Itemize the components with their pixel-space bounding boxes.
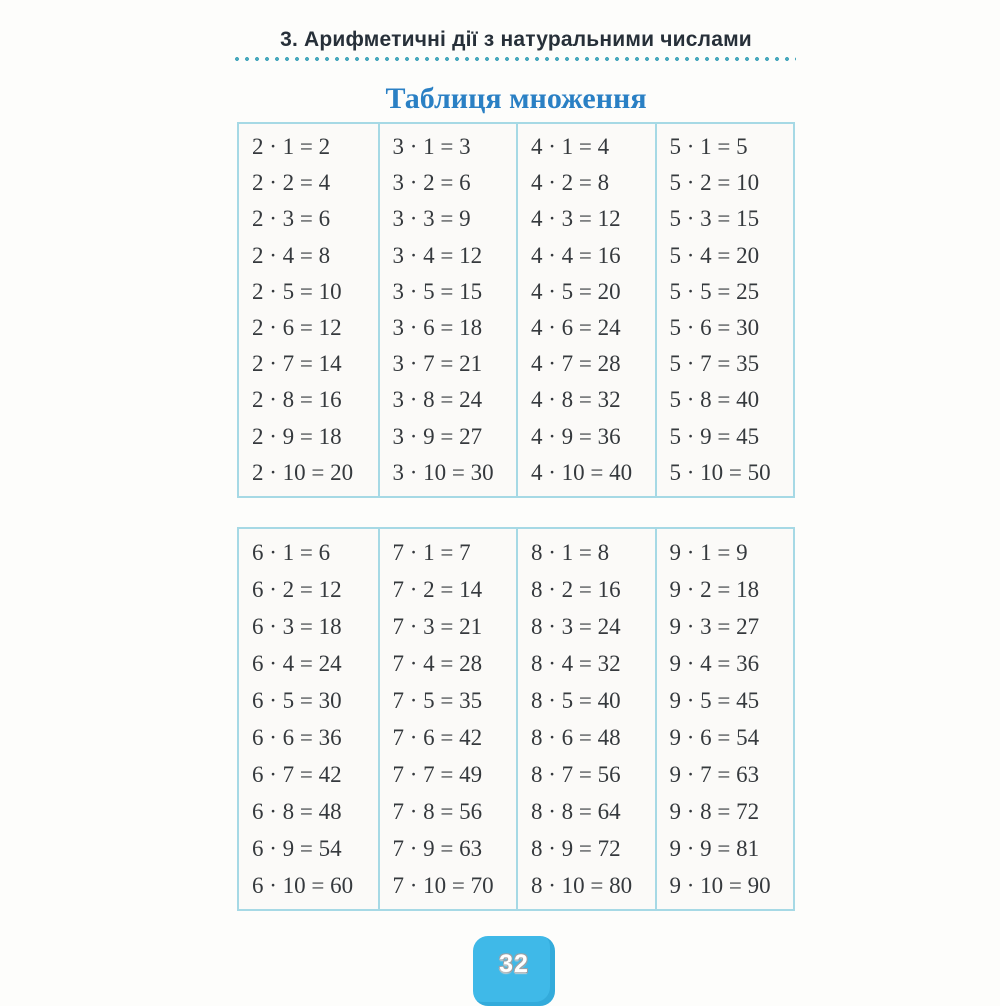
multiplication-column-5 <box>655 124 794 496</box>
equation: 8 · 6 = 48 <box>531 724 621 750</box>
page-title: Таблиця множення <box>385 82 647 115</box>
equation: 2 · 4 = 8 <box>252 242 331 268</box>
equation: 3 · 6 = 18 <box>392 315 483 341</box>
equation: 9 · 4 = 36 <box>669 650 760 676</box>
equation: 5 · 3 = 15 <box>669 206 760 232</box>
equation: 4 · 8 = 32 <box>531 387 621 413</box>
multiplication-column-2 <box>239 124 378 496</box>
equation: 5 · 7 = 35 <box>669 351 760 377</box>
equation: 9 · 9 = 81 <box>669 835 760 861</box>
multiplication-column-8 <box>516 529 655 909</box>
equation: 9 · 10 = 90 <box>669 872 771 898</box>
equation: 7 · 9 = 63 <box>392 835 483 861</box>
equation: 8 · 10 = 80 <box>531 872 633 898</box>
equation: 6 · 5 = 30 <box>252 687 342 713</box>
equation: 5 · 2 = 10 <box>669 170 760 196</box>
equation: 7 · 5 = 35 <box>392 687 483 713</box>
equation: 6 · 7 = 42 <box>252 761 342 787</box>
equation: 8 · 1 = 8 <box>531 539 610 565</box>
equation: 4 · 2 = 8 <box>531 170 610 196</box>
equation: 4 · 5 = 20 <box>531 278 621 304</box>
equation: 9 · 1 = 9 <box>669 539 748 565</box>
multiplication-table-6-9 <box>237 527 795 911</box>
equation: 5 · 6 = 30 <box>669 315 760 341</box>
equation: 2 · 10 = 20 <box>252 459 354 485</box>
equation: 7 · 2 = 14 <box>392 576 483 602</box>
equation: 9 · 3 = 27 <box>669 613 760 639</box>
equation: 2 · 2 = 4 <box>252 170 331 196</box>
equation: 6 · 3 = 18 <box>252 613 342 639</box>
equation: 7 · 4 = 28 <box>392 650 483 676</box>
equation: 2 · 5 = 10 <box>252 278 342 304</box>
equation: 6 · 6 = 36 <box>252 724 342 750</box>
equation: 2 · 7 = 14 <box>252 351 342 377</box>
equation: 9 · 7 = 63 <box>669 761 760 787</box>
equation: 4 · 1 = 4 <box>531 134 610 160</box>
equation: 8 · 7 = 56 <box>531 761 621 787</box>
equation: 6 · 2 = 12 <box>252 576 342 602</box>
equation: 8 · 5 = 40 <box>531 687 621 713</box>
equation: 5 · 9 = 45 <box>669 423 760 449</box>
equation: 3 · 10 = 30 <box>392 459 494 485</box>
equation: 4 · 9 = 36 <box>531 423 621 449</box>
equation: 3 · 5 = 15 <box>392 278 483 304</box>
equation: 4 · 6 = 24 <box>531 315 621 341</box>
page-number: 32 <box>499 950 529 978</box>
multiplication-column-4 <box>516 124 655 496</box>
equation: 4 · 7 = 28 <box>531 351 621 377</box>
equation: 7 · 10 = 70 <box>392 872 494 898</box>
equation: 6 · 10 = 60 <box>252 872 354 898</box>
equation: 3 · 4 = 12 <box>392 242 483 268</box>
equation: 4 · 10 = 40 <box>531 459 633 485</box>
equation: 7 · 7 = 49 <box>392 761 483 787</box>
equation: 3 · 1 = 3 <box>392 134 471 160</box>
equation: 6 · 1 = 6 <box>252 539 331 565</box>
equation: 5 · 1 = 5 <box>669 134 748 160</box>
equation: 3 · 9 = 27 <box>392 423 483 449</box>
equation: 2 · 3 = 6 <box>252 206 331 232</box>
equation: 2 · 9 = 18 <box>252 423 342 449</box>
equation: 8 · 4 = 32 <box>531 650 621 676</box>
multiplication-column-3 <box>378 124 517 496</box>
equation: 3 · 7 = 21 <box>392 351 483 377</box>
multiplication-column-6 <box>239 529 378 909</box>
equation: 9 · 6 = 54 <box>669 724 760 750</box>
equation: 5 · 4 = 20 <box>669 242 760 268</box>
equation: 8 · 9 = 72 <box>531 835 621 861</box>
equation: 5 · 5 = 25 <box>669 278 760 304</box>
equation: 3 · 3 = 9 <box>392 206 471 232</box>
equation: 9 · 8 = 72 <box>669 798 760 824</box>
equation: 3 · 8 = 24 <box>392 387 483 413</box>
equation: 2 · 1 = 2 <box>252 134 331 160</box>
equation: 6 · 9 = 54 <box>252 835 342 861</box>
equation: 9 · 5 = 45 <box>669 687 760 713</box>
equation: 5 · 8 = 40 <box>669 387 760 413</box>
equation: 4 · 3 = 12 <box>531 206 621 232</box>
equation: 8 · 3 = 24 <box>531 613 621 639</box>
equation: 4 · 4 = 16 <box>531 242 621 268</box>
chapter-heading: 3. Арифметичні дії з натуральними числами <box>280 28 752 51</box>
equation: 3 · 2 = 6 <box>392 170 471 196</box>
multiplication-column-9 <box>655 529 794 909</box>
page-number-badge <box>473 936 555 1006</box>
equation: 6 · 4 = 24 <box>252 650 342 676</box>
equation: 7 · 6 = 42 <box>392 724 483 750</box>
dotted-divider <box>234 56 796 62</box>
equation: 8 · 2 = 16 <box>531 576 621 602</box>
equation: 8 · 8 = 64 <box>531 798 621 824</box>
equation: 6 · 8 = 48 <box>252 798 342 824</box>
equation: 2 · 8 = 16 <box>252 387 342 413</box>
equation: 5 · 10 = 50 <box>669 459 771 485</box>
multiplication-column-7 <box>378 529 517 909</box>
equation: 7 · 1 = 7 <box>392 539 471 565</box>
equation: 7 · 3 = 21 <box>392 613 483 639</box>
multiplication-table-2-5 <box>237 122 795 498</box>
equation: 9 · 2 = 18 <box>669 576 760 602</box>
equation: 2 · 6 = 12 <box>252 315 342 341</box>
equation: 7 · 8 = 56 <box>392 798 483 824</box>
